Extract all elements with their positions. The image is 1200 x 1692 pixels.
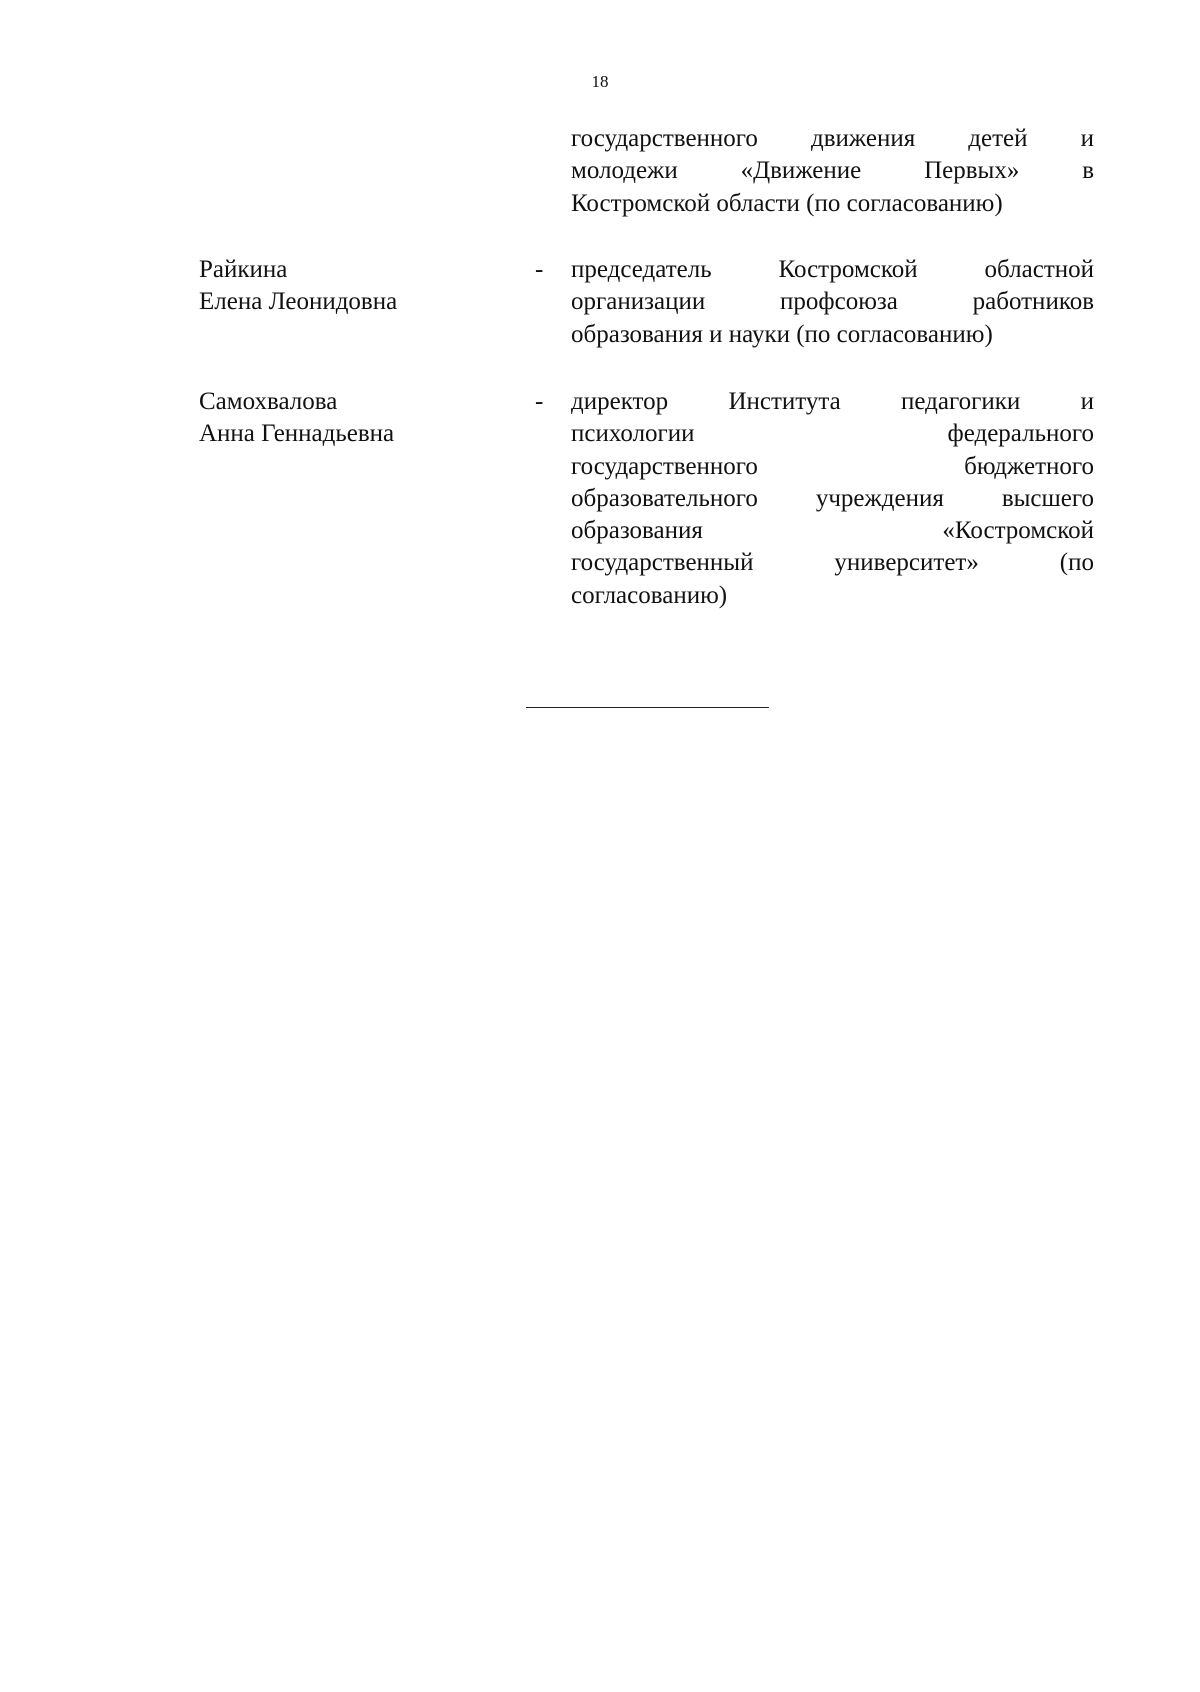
member-description xyxy=(571,123,1094,220)
end-of-list-rule xyxy=(526,707,769,708)
entry-dash: - xyxy=(535,388,544,415)
description-line: государственного бюджетного xyxy=(571,452,1094,480)
description-line: государственный университет» (по xyxy=(571,549,1094,577)
member-given-names: Анна Геннадьевна xyxy=(199,420,395,447)
description-line: директор Института педагогики и xyxy=(571,388,1094,415)
member-name xyxy=(199,386,499,450)
description-line: образования и науки (по согласованию) xyxy=(571,320,993,348)
description-line: Костромской области (по согласованию) xyxy=(571,189,1003,217)
member-description xyxy=(571,386,1094,612)
member-surname: Райкина xyxy=(199,256,288,283)
description-line: согласованию) xyxy=(571,581,728,609)
member-name xyxy=(199,254,499,318)
member-surname: Самохвалова xyxy=(199,388,338,415)
description-line: молодежи «Движение Первых» в xyxy=(571,157,1094,185)
description-line: председатель Костромской областной xyxy=(571,256,1094,283)
member-description xyxy=(571,254,1094,351)
description-line: государственного движения детей и xyxy=(571,125,1094,152)
description-line: психологии федерального xyxy=(571,420,1094,448)
entry-dash: - xyxy=(535,256,544,283)
page-number: 18 xyxy=(591,72,609,91)
member-given-names: Елена Леонидовна xyxy=(199,288,398,315)
description-line: образования «Костромской xyxy=(571,517,1094,545)
description-line: организации профсоюза работников xyxy=(571,288,1094,316)
description-line: образовательного учреждения высшего xyxy=(571,484,1094,512)
